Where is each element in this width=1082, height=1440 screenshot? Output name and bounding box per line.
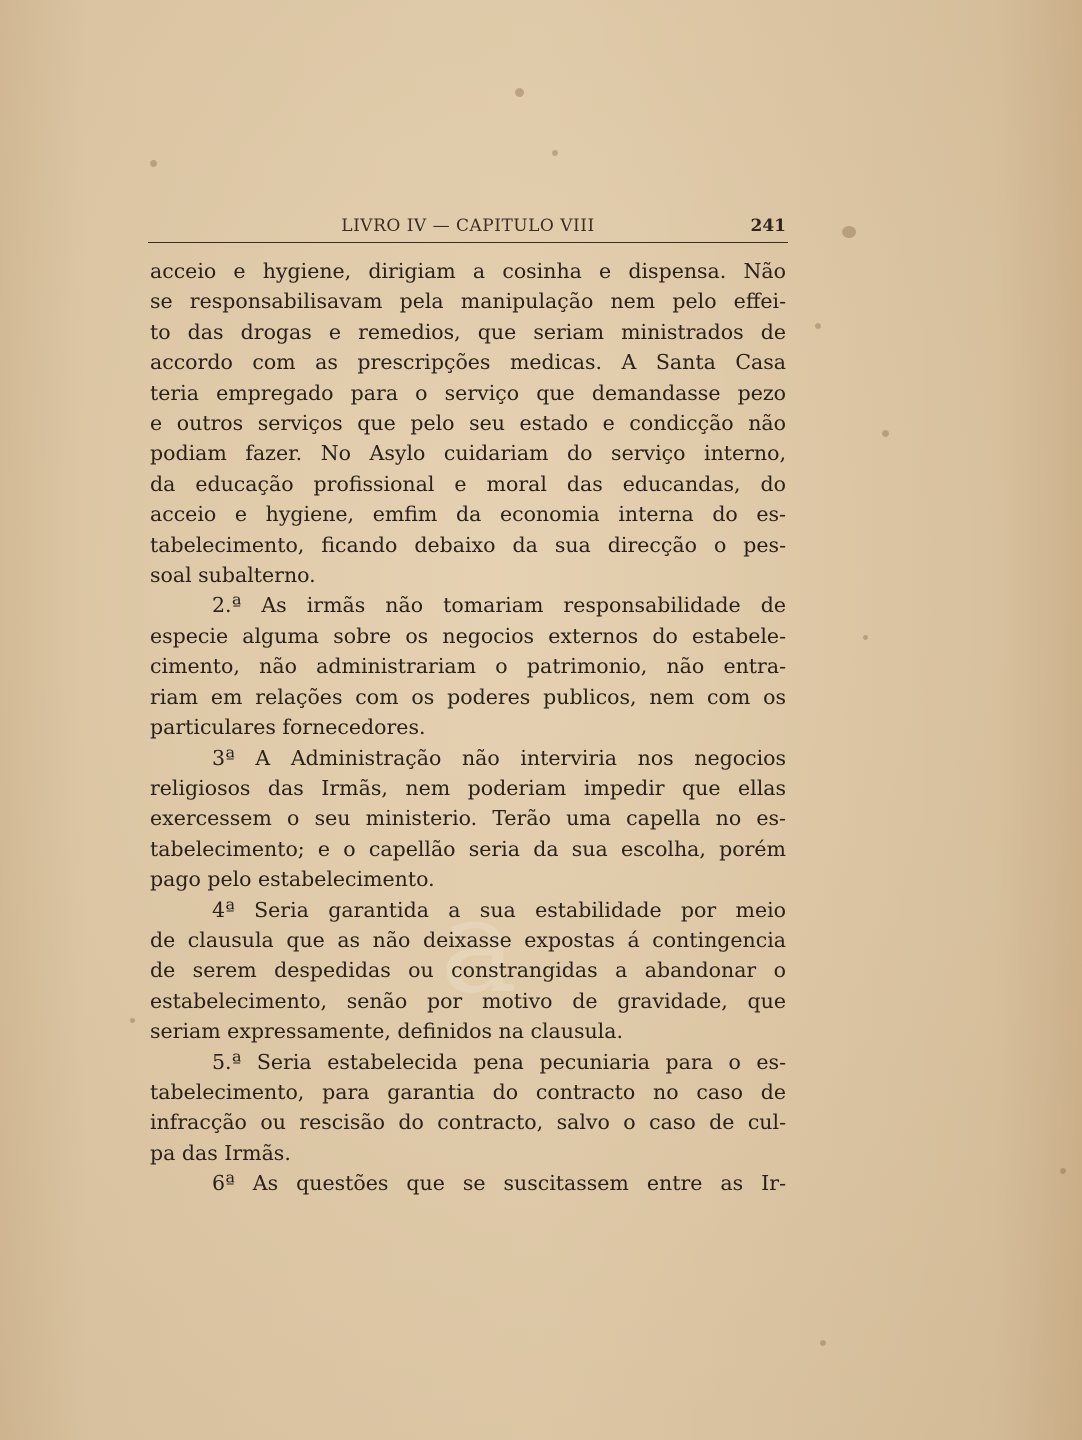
faint-watermark: a xyxy=(440,870,518,1022)
text-line: tabelecimento, ficando debaixo da sua direcção o pes- xyxy=(150,532,786,557)
text-line: pa das Irmãs. xyxy=(150,1140,291,1165)
text-line: 2.ª As irmãs não tomariam responsabilidade de xyxy=(212,593,786,618)
body-text xyxy=(150,256,786,1199)
running-head: LIVRO IV — CAPITULO VIII xyxy=(341,216,595,236)
text-line: soal subalterno. xyxy=(150,563,316,588)
text-line: e outros serviços que pelo seu estado e condicção não xyxy=(150,411,786,436)
text-line: pago pelo estabelecimento. xyxy=(150,867,435,892)
paper-speck xyxy=(882,430,889,437)
text-line: de serem despedidas ou constrangidas a abandonar o xyxy=(150,958,786,983)
paper-speck xyxy=(552,150,558,156)
paper-speck xyxy=(863,635,868,640)
text-line: 4ª Seria garantida a sua estabilidade por meio xyxy=(212,897,786,922)
text-line: estabelecimento, senão por motivo de gravidade, que xyxy=(150,988,786,1013)
text-line: podiam fazer. No Asylo cuidariam do serviço interno, xyxy=(150,441,786,466)
text-line: accordo com as prescripções medicas. A Santa Casa xyxy=(150,350,786,375)
paper-speck xyxy=(150,160,157,167)
text-line: infracção ou rescisão do contracto, salvo o caso de cul- xyxy=(150,1110,786,1135)
page-header xyxy=(148,214,788,243)
text-line: seriam expressamente, definidos na clausula. xyxy=(150,1019,623,1044)
paper-speck xyxy=(815,323,821,329)
text-line: tabelecimento, para garantia do contracto no caso de xyxy=(150,1079,786,1104)
paper-speck xyxy=(842,226,856,238)
text-line: se responsabilisavam pela manipulação nem pelo effei- xyxy=(150,289,786,314)
text-line: particulares fornecedores. xyxy=(150,715,426,740)
text-line: 5.ª Seria estabelecida pena pecuniaria para o es- xyxy=(212,1049,786,1074)
text-line: acceio e hygiene, emfim da economia interna do es- xyxy=(150,502,786,527)
text-line: religiosos das Irmãs, nem poderiam impedir que ellas xyxy=(150,775,786,800)
text-line: to das drogas e remedios, que seriam ministrados de xyxy=(150,319,786,344)
text-line: teria empregado para o serviço que demandasse pezo xyxy=(150,380,786,405)
text-line: riam em relações com os poderes publicos, nem com os xyxy=(150,684,786,709)
page-number: 241 xyxy=(750,216,786,236)
text-line: da educação profissional e moral das educandas, do xyxy=(150,471,786,496)
text-line: acceio e hygiene, dirigiam a cosinha e dispensa. Não xyxy=(150,259,786,283)
paper-speck xyxy=(130,1018,135,1023)
text-line: 6ª As questões que se suscitassem entre as Ir- xyxy=(212,1171,786,1196)
paper-speck xyxy=(1060,1168,1066,1174)
text-line: 3ª A Administração não interviria nos negocios xyxy=(212,745,786,770)
text-line: tabelecimento; e o capellão seria da sua escolha, porém xyxy=(150,836,786,861)
text-line: especie alguma sobre os negocios externos do estabele- xyxy=(150,623,786,648)
text-line: de clausula que as não deixasse expostas á contingencia xyxy=(150,927,786,952)
text-line: cimento, não administrariam o patrimonio, não entra- xyxy=(150,654,786,679)
paper-speck xyxy=(515,88,524,97)
text-line: exercessem o seu ministerio. Terão uma capella no es- xyxy=(150,806,786,831)
paper-speck xyxy=(820,1340,826,1346)
